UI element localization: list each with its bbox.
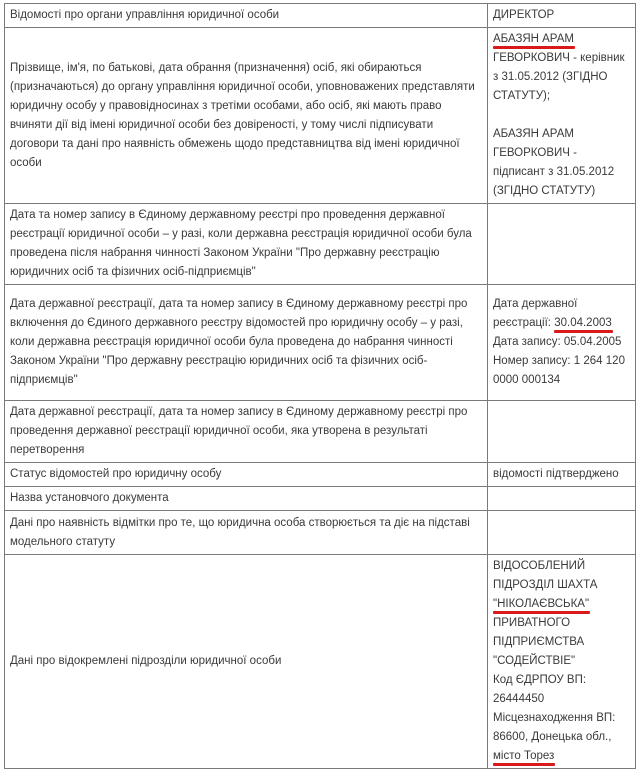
registry-extract [4, 3, 636, 769]
row-value-transformation [488, 401, 636, 463]
row-label-model-statute: Дані про наявність відмітки про те, що юридична особа створюється та діє на підставі модельного статуту [5, 511, 488, 555]
record-date: Дата запису: 05.04.2005 [493, 336, 622, 348]
subdivision-city-highlighted: місто Торез [493, 750, 555, 762]
row-value-registration-before-law [488, 285, 636, 401]
row-label-status: Статус відомостей про юридичну особу [5, 463, 488, 487]
subdivision-edrpou: Код ЄДРПОУ ВП: 26444450 [493, 674, 587, 705]
table-row [5, 555, 636, 769]
row-label-registration-before-law: Дата державної реєстрації, дата та номер запису в Єдиному державному реєстрі про включення до Єдиного державного реєстру відомостей про юридичну особу – у разі, коли державна реєстрація юридичної особи була проведена до набрання чинності Законом України "Про державну реєстрацію юридичних осіб та фізичних осіб-підприємців" [5, 285, 488, 401]
row-value-authorized-persons [488, 28, 636, 204]
reg-date-highlighted: 30.04.2003 [554, 317, 612, 329]
table-row [5, 4, 636, 28]
table-row [5, 401, 636, 463]
row-label-subdivisions: Дані про відокремлені підрозділи юридичної особи [5, 555, 488, 769]
reg-date-label: Дата державної реєстрації: [493, 298, 578, 329]
subdivision-name-highlighted: "НІКОЛАЄВСЬКА" [493, 598, 590, 610]
row-label-transformation: Дата державної реєстрації, дата та номер запису в Єдиному державному реєстрі про проведення державної реєстрації юридичної особи, яка утворена в результаті перетворення [5, 401, 488, 463]
row-value-record-after-law [488, 204, 636, 285]
table-row [5, 204, 636, 285]
subdivision-location: Місцезнаходження ВП: 86600, Донецька обл., [493, 712, 616, 743]
table-row [5, 285, 636, 401]
record-number: Номер запису: 1 264 120 0000 000134 [493, 355, 625, 386]
row-value-model-statute [488, 511, 636, 555]
subdivision-line-1: ВІДОСОБЛЕНИЙ ПІДРОЗДІЛ ШАХТА [493, 560, 598, 591]
table-row [5, 511, 636, 555]
row-value-status: відомості підтверджено [488, 463, 636, 487]
authorized-person-1: ГЕВОРКОВИЧ - керівник з 31.05.2012 (ЗГІДНО СТАТУТУ); [493, 52, 625, 102]
row-label-authorized-persons: Прізвище, ім'я, по батькові, дата обрання (призначення) осіб, які обираються (призначаються) до органу управління юридичної особи, уповноважених представляти юридичну особу у правовідносинах з третіми особами, або осіб, які мають право вчиняти дії від імені юридичної особи без довіреності, у тому числі підписувати договори та дані про наявність обмежень щодо представництва від імені юридичної особи [5, 28, 488, 204]
subdivision-line-2: ПРИВАТНОГО ПІДПРИЄМСТВА "СОДЕЙСТВІЕ" [493, 617, 585, 667]
row-value-subdivisions [488, 555, 636, 769]
row-label-governing-bodies: Відомості про органи управління юридичної особи [5, 4, 488, 28]
spacer [493, 106, 630, 125]
authorized-person-2: АБАЗЯН АРАМ ГЕВОРКОВИЧ - підписант з 31.05.2012 (ЗГІДНО СТАТУТУ) [493, 128, 615, 197]
registry-table [4, 3, 636, 769]
row-label-record-after-law: Дата та номер запису в Єдиному державному реєстрі про проведення державної реєстрації юридичної особи – у разі, коли державна реєстрація юридичної особи була проведена після набрання чинності Законом України "Про державну реєстрацію юридичних осіб та фізичних осіб-підприємців" [5, 204, 488, 285]
highlighted-name: АБАЗЯН АРАМ [493, 33, 574, 45]
table-row [5, 487, 636, 511]
row-label-founding-document: Назва установчого документа [5, 487, 488, 511]
table-row [5, 28, 636, 204]
row-value-governing-bodies: ДИРЕКТОР [488, 4, 636, 28]
table-row [5, 463, 636, 487]
row-value-founding-document [488, 487, 636, 511]
